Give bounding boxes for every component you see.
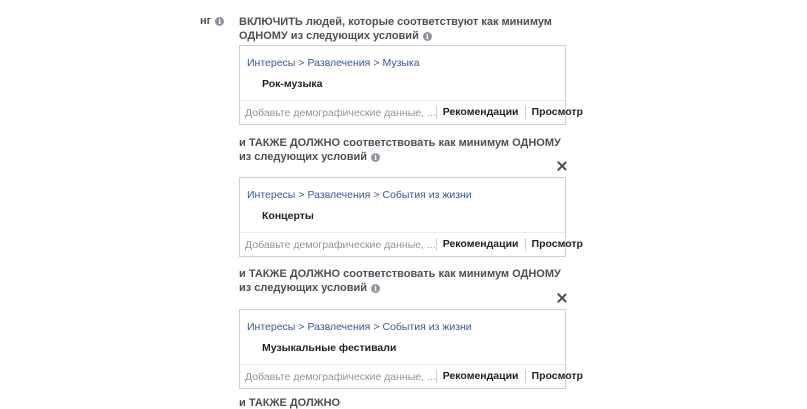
- demographics-search-input[interactable]: Добавьте демографические данные, ...: [245, 106, 436, 119]
- breadcrumb-item[interactable]: События из жизни: [382, 321, 472, 333]
- selected-interest-tag[interactable]: Концерты: [262, 210, 314, 222]
- browse-button[interactable]: Просмотр: [525, 106, 589, 119]
- breadcrumb-separator: >: [373, 189, 380, 201]
- breadcrumb-item[interactable]: Музыка: [382, 57, 420, 69]
- breadcrumb-item[interactable]: Развлечения: [307, 321, 371, 333]
- browse-button[interactable]: Просмотр: [525, 370, 589, 383]
- recommendations-button[interactable]: Рекомендации: [436, 106, 525, 119]
- close-icon[interactable]: [556, 160, 568, 172]
- recommendations-button[interactable]: Рекомендации: [436, 238, 525, 251]
- browse-button[interactable]: Просмотр: [525, 238, 589, 251]
- cut-off-label: нг i: [200, 15, 224, 27]
- demographics-search-input[interactable]: Добавьте демографические данные, ...: [245, 238, 436, 251]
- breadcrumb-separator: >: [298, 321, 305, 333]
- info-icon[interactable]: i: [371, 153, 380, 162]
- breadcrumb: [247, 57, 420, 69]
- breadcrumb-separator: >: [298, 189, 305, 201]
- demographics-search-input[interactable]: Добавьте демографические данные, ...: [245, 370, 436, 383]
- breadcrumb-separator: >: [373, 321, 380, 333]
- breadcrumb-item[interactable]: Интересы: [247, 189, 296, 201]
- breadcrumb-separator: >: [373, 57, 380, 69]
- info-icon[interactable]: i: [371, 284, 380, 293]
- breadcrumb-item[interactable]: Развлечения: [307, 57, 371, 69]
- breadcrumb: [247, 321, 472, 333]
- breadcrumb: [247, 189, 472, 201]
- also-targeting-box: [239, 309, 583, 389]
- info-icon[interactable]: i: [423, 32, 432, 41]
- breadcrumb-item[interactable]: Интересы: [247, 57, 296, 69]
- targeting-footer: [240, 232, 583, 256]
- recommendations-button[interactable]: Рекомендации: [436, 370, 525, 383]
- also-heading-text: и ТАКЖЕ ДОЛЖНО соответствовать как минимум ОДНОМУ из следующих условий: [239, 268, 561, 294]
- selected-interest-tag[interactable]: Музыкальные фестивали: [262, 342, 397, 354]
- breadcrumb-item[interactable]: События из жизни: [382, 189, 472, 201]
- also-heading: [239, 267, 569, 295]
- cut-off-heading: и ТАКЖЕ ДОЛЖНО: [239, 397, 341, 409]
- include-heading: [239, 15, 569, 43]
- targeting-footer: [240, 100, 583, 124]
- info-icon[interactable]: i: [215, 17, 224, 26]
- breadcrumb-item[interactable]: Интересы: [247, 321, 296, 333]
- close-icon[interactable]: [556, 292, 568, 304]
- breadcrumb-item[interactable]: Развлечения: [307, 189, 371, 201]
- also-targeting-box: [239, 177, 583, 257]
- include-targeting-box: [239, 45, 583, 125]
- targeting-footer: [240, 364, 583, 388]
- also-heading-text: и ТАКЖЕ ДОЛЖНО соответствовать как минимум ОДНОМУ из следующих условий: [239, 137, 561, 163]
- include-heading-text: ВКЛЮЧИТЬ людей, которые соответствуют как минимум ОДНОМУ из следующих условий: [239, 16, 552, 42]
- also-heading: [239, 136, 569, 164]
- breadcrumb-separator: >: [298, 57, 305, 69]
- selected-interest-tag[interactable]: Рок-музыка: [262, 78, 323, 90]
